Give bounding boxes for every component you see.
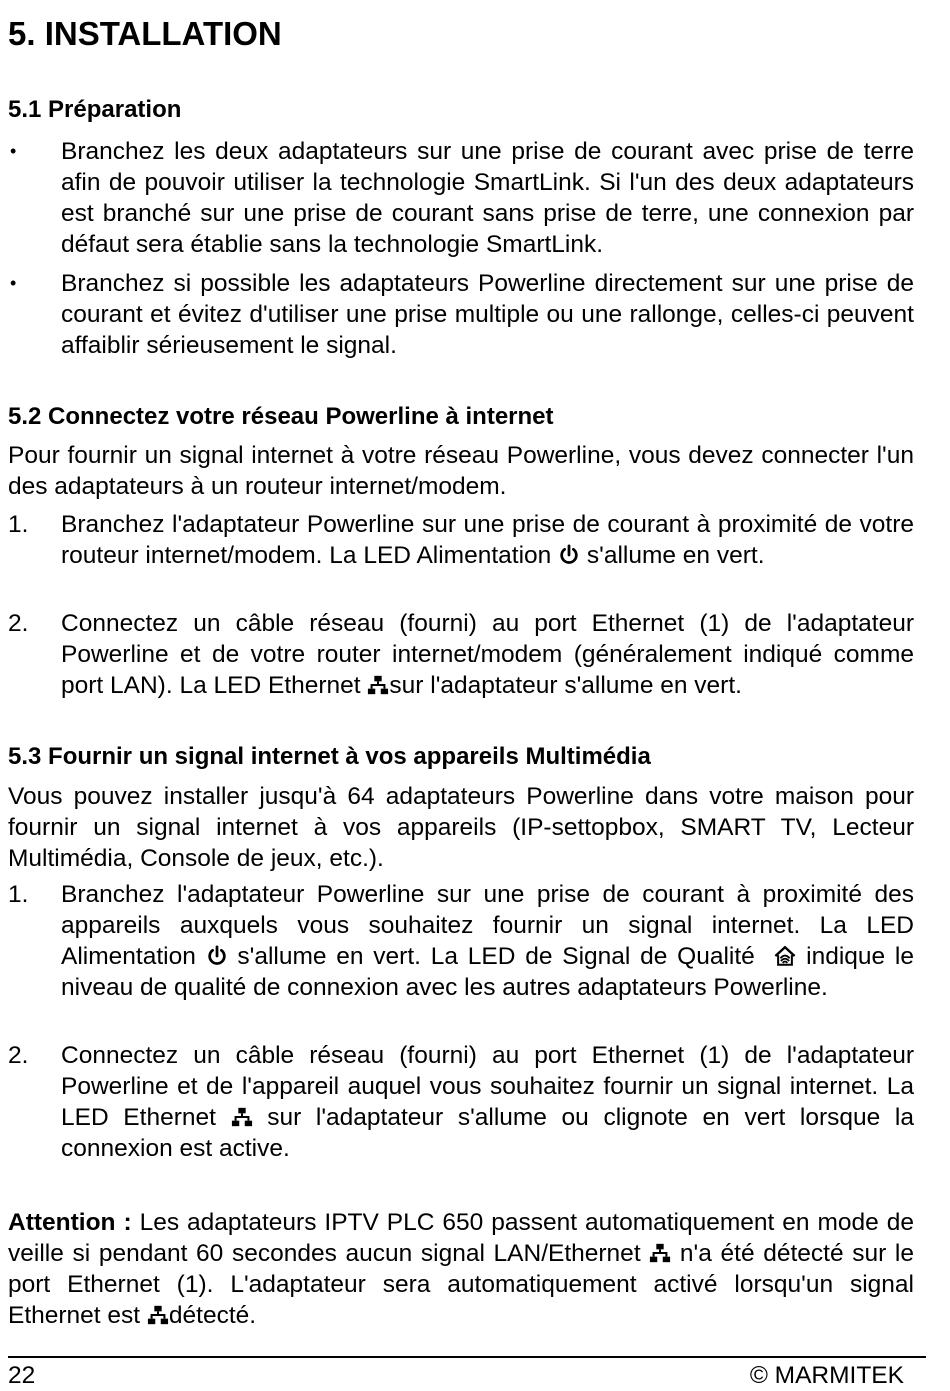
bullet-marker: • bbox=[10, 273, 17, 293]
home-signal-icon bbox=[774, 945, 796, 967]
section-heading-5-1: 5.1 Préparation bbox=[8, 96, 182, 123]
ethernet-icon bbox=[649, 1242, 671, 1264]
attention-note: Attention : Les adaptateurs IPTV PLC 650 passent automatiquement en mode de veille si pendant 60 secondes aucun signal LAN/Ethernet n'a été détecté sur le port Ethernet (1). L'adaptateur sera automatiquement activé lorsqu'un signal Ethernet est détecté. bbox=[8, 1209, 914, 1329]
copyright-text: © MARMITEK bbox=[749, 1362, 904, 1389]
step-text: Connectez un câble réseau (fourni) au port Ethernet (1) de l'adaptateur Powerline et de votre router internet/modem (généralement indiqué comme port LAN). La LED Ethernet sur l'adaptateur s'allume en vert. bbox=[61, 610, 914, 699]
footer-divider bbox=[8, 1356, 926, 1358]
step-text: Connectez un câble réseau (fourni) au port Ethernet (1) de l'adaptateur Powerline et de l'appareil auquel vous souhaitez fournir un signal internet. La LED Ethernet sur l'adaptateur s'allume ou clignote en vert lorsque la connexion est active. bbox=[61, 1042, 914, 1162]
numbered-step bbox=[8, 608, 914, 701]
step-number: 1. bbox=[8, 881, 29, 908]
step-number: 1. bbox=[8, 511, 29, 538]
section-heading-5-2: 5.2 Connectez votre réseau Powerline à internet bbox=[8, 403, 554, 430]
ethernet-icon bbox=[231, 1106, 253, 1128]
step-text: Branchez l'adaptateur Powerline sur une prise de courant à proximité de votre routeur internet/modem. La LED Alimentation s'allume en vert. bbox=[61, 511, 914, 569]
power-icon bbox=[558, 544, 580, 566]
numbered-step bbox=[8, 879, 914, 1003]
page-number: 22 bbox=[8, 1362, 36, 1389]
ethernet-icon bbox=[367, 674, 389, 696]
step-number: 2. bbox=[8, 1042, 29, 1069]
numbered-step bbox=[8, 509, 914, 571]
step-number: 2. bbox=[8, 610, 29, 637]
section-intro: Vous pouvez installer jusqu'à 64 adaptateurs Powerline dans votre maison pour fournir un signal internet à vos appareils (IP-settopbox, SMART TV, Lecteur Multimédia, Console de jeux, etc.). bbox=[8, 783, 914, 872]
bullet-marker: • bbox=[10, 141, 17, 161]
bullet-text: Branchez les deux adaptateurs sur une prise de courant avec prise de terre afin de pouvoir utiliser la technologie SmartLink. Si l'un des deux adaptateurs est branché sur une prise de courant sans prise de terre, une connexion par défaut sera établie sans la technologie SmartLink. bbox=[61, 138, 914, 258]
section-intro: Pour fournir un signal internet à votre réseau Powerline, vous devez connecter l'un des adaptateurs à un routeur internet/modem. bbox=[8, 442, 914, 500]
ethernet-icon bbox=[147, 1304, 169, 1326]
step-text: Branchez l'adaptateur Powerline sur une prise de courant à proximité des appareils auxquels vous souhaitez fournir un signal internet. La LED Alimentation s'allume en vert. La LED de Signal de Qualité indique le niveau de qualité de connexion avec les autres adaptateurs Powerline. bbox=[61, 881, 914, 1001]
list-item bbox=[8, 268, 914, 361]
numbered-step bbox=[8, 1040, 914, 1164]
list-item bbox=[8, 136, 914, 260]
bullet-text: Branchez si possible les adaptateurs Powerline directement sur une prise de courant et évitez d'utiliser une prise multiple ou une rallonge, celles-ci peuvent affaiblir sérieusement le signal. bbox=[61, 270, 914, 359]
page-title: 5. INSTALLATION bbox=[8, 15, 282, 52]
section-heading-5-3: 5.3 Fournir un signal internet à vos appareils Multimédia bbox=[8, 743, 651, 770]
power-icon bbox=[206, 945, 228, 967]
attention-label: Attention : bbox=[8, 1209, 132, 1236]
